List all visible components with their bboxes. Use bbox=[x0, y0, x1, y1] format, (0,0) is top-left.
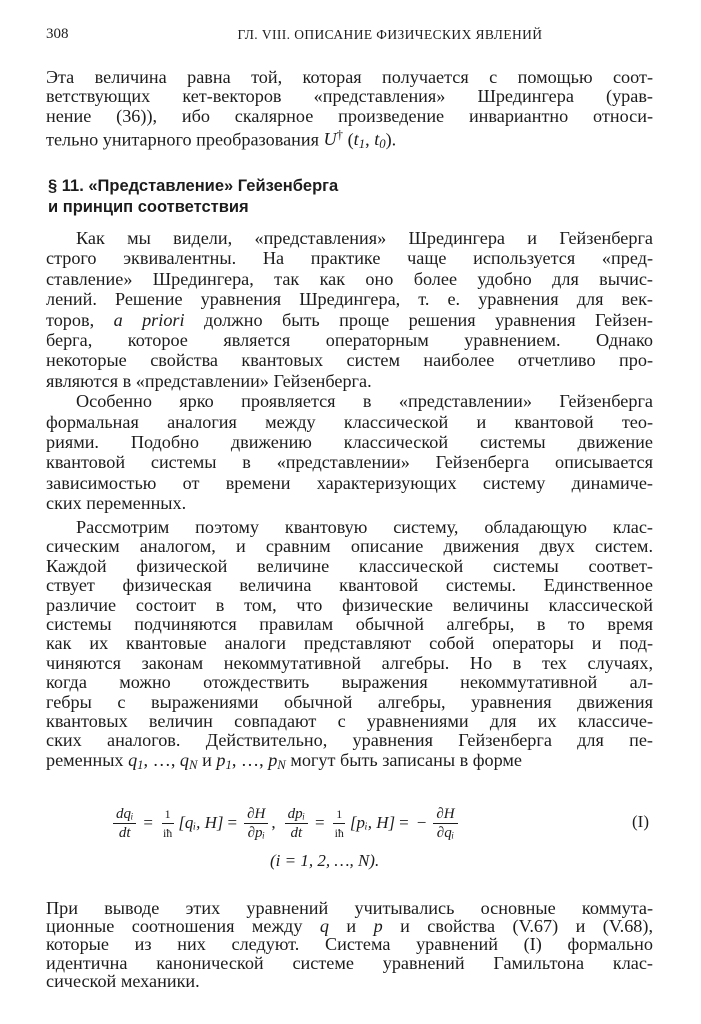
text-run: тельно унитарного преобразования bbox=[46, 129, 324, 150]
text-line bbox=[46, 248, 653, 268]
text-line bbox=[46, 330, 653, 350]
text-line bbox=[46, 432, 653, 452]
math-symbol bbox=[374, 129, 386, 152]
subscript: 0 bbox=[379, 137, 386, 152]
text-line bbox=[46, 673, 653, 692]
italic-text: U bbox=[323, 129, 337, 150]
text-line bbox=[46, 391, 653, 411]
italic-text: t bbox=[353, 129, 359, 150]
heisenberg-equations bbox=[110, 800, 670, 846]
numerator: 1 bbox=[162, 805, 174, 824]
italic-text: p bbox=[268, 749, 278, 770]
text-run: строго эквивалентны. На практике чаще используется «пред- bbox=[46, 248, 653, 269]
denominator: ∂pᵢ bbox=[247, 824, 265, 841]
text-run: когда можно отождествить выражения некоммутативной ал- bbox=[46, 672, 653, 693]
text-line bbox=[46, 87, 653, 106]
text-line bbox=[46, 412, 653, 432]
italic-text: p bbox=[216, 749, 226, 770]
text-run: чиняются законам некоммутативной алгебры. Но в тех случаях, bbox=[46, 652, 653, 673]
math-symbol bbox=[179, 749, 198, 773]
text-run: формальная аналогия между классической и квантовой тео- bbox=[46, 411, 653, 432]
text-run: риями. Подобно движению классической системы движение bbox=[46, 432, 653, 453]
section-heading-line1: § 11. «Представление» Гейзенберга bbox=[48, 177, 339, 195]
text-run: , bbox=[365, 129, 375, 150]
subscript: N bbox=[277, 758, 286, 773]
fraction-1-ihbar bbox=[332, 805, 347, 842]
text-run: сической механики. bbox=[46, 970, 200, 991]
subscript: N bbox=[189, 758, 198, 773]
text-run: берга, которое является операторным уравнением. Однако bbox=[46, 330, 653, 351]
denominator: iħ bbox=[334, 825, 344, 840]
text-run: Особенно ярко проявляется в «представлении» Гейзенберга bbox=[76, 391, 653, 412]
text-run: идентична канонической системе уравнений Гамильтона клас- bbox=[46, 952, 653, 973]
page-number: 308 bbox=[46, 26, 69, 42]
text-run: зависимостью от времени характеризующих систему динамиче- bbox=[46, 472, 653, 493]
text-line bbox=[46, 371, 653, 391]
text-line bbox=[46, 473, 653, 493]
text-run: ставление» Шредингера, так как оно более удобно для вычис- bbox=[46, 268, 653, 289]
math-symbol bbox=[353, 129, 366, 152]
commutator-q-h: [qᵢ, H] bbox=[178, 813, 224, 832]
italic-text: q bbox=[319, 916, 329, 937]
equals-sign: = bbox=[314, 813, 325, 832]
denominator: ∂qᵢ bbox=[436, 824, 455, 841]
text-run: ременных bbox=[46, 749, 129, 770]
text-run: нение (36)), ибо скалярное произведение инвариантно относи- bbox=[46, 105, 653, 126]
text-line bbox=[46, 731, 653, 750]
paragraph-analogy bbox=[46, 391, 653, 513]
text-run: и bbox=[197, 749, 217, 770]
text-line bbox=[46, 518, 653, 537]
text-run: ( bbox=[343, 129, 354, 150]
text-line bbox=[46, 751, 653, 776]
text-line bbox=[46, 289, 653, 309]
text-line bbox=[46, 557, 653, 576]
section-heading bbox=[48, 176, 338, 218]
comma: , bbox=[271, 813, 276, 832]
text-line bbox=[46, 654, 653, 673]
commutator-p-h: [pᵢ, H] bbox=[349, 813, 396, 832]
text-run: некоторые свойства квантовых систем наиболее отчетливо про- bbox=[46, 350, 653, 371]
math-symbol bbox=[374, 916, 383, 936]
text-line bbox=[46, 899, 653, 917]
text-run: ). bbox=[385, 129, 397, 150]
text-line bbox=[46, 935, 653, 953]
italic-text: q bbox=[128, 749, 138, 770]
text-run: различие состоит в том, что физические величины классической bbox=[46, 594, 653, 615]
text-run: ционные соотношения между bbox=[46, 916, 320, 937]
equals-sign: = bbox=[143, 813, 153, 832]
text-run: которые из них следуют. Система уравнений (I) формально bbox=[46, 934, 653, 955]
text-line bbox=[46, 228, 653, 248]
denominator: dt bbox=[118, 824, 131, 841]
text-line bbox=[46, 269, 653, 289]
text-run: ских переменных. bbox=[46, 493, 187, 514]
text-line bbox=[46, 693, 653, 712]
subscript: 1 bbox=[225, 758, 232, 773]
math-symbol bbox=[320, 916, 329, 936]
paragraph-equivalence bbox=[46, 228, 653, 391]
text-run: Как мы видели, «представления» Шредингера и Гейзенберга bbox=[76, 228, 653, 248]
text-line bbox=[46, 107, 653, 126]
fraction-dp-dt bbox=[285, 805, 308, 842]
text-run: Эта величина равна той, которая получается с помощью соот- bbox=[46, 67, 653, 87]
text-run: При выводе этих уравнений учитывались основные коммута- bbox=[46, 898, 653, 918]
italic-text: p bbox=[373, 916, 383, 937]
numerator: dqᵢ bbox=[113, 805, 136, 824]
text-line bbox=[46, 68, 653, 87]
text-run: Каждой физической величине классической системы соответ- bbox=[46, 555, 653, 576]
text-run: лений. Решение уравнения Шредингера, т. е. уравнения для век- bbox=[46, 289, 653, 310]
math-symbol bbox=[324, 129, 344, 149]
math-symbol bbox=[268, 749, 286, 773]
fraction-dh-dp bbox=[244, 805, 268, 842]
text-run: ских аналогов. Действительно, уравнения Гейзенберга для пе- bbox=[46, 730, 653, 751]
numerator: 1 bbox=[333, 805, 345, 824]
text-line bbox=[46, 576, 653, 595]
paragraph-intro bbox=[46, 68, 653, 155]
text-run: гебры с выражениями обычной алгебры, уравнения движения bbox=[46, 691, 653, 712]
numerator: ∂H bbox=[433, 805, 457, 824]
text-run: сическим аналогом, и сравним описание движения двух систем. bbox=[46, 536, 653, 557]
fraction-dh-dq bbox=[433, 805, 457, 842]
section-heading-line2: и принцип соответствия bbox=[48, 198, 249, 216]
text-run: квантовых величин совпадают с уравнениями для их классиче- bbox=[46, 711, 653, 732]
text-run: должно быть проще решения уравнения Гейзен- bbox=[184, 309, 653, 330]
text-line bbox=[46, 596, 653, 615]
math-symbol bbox=[216, 749, 232, 773]
equation-index-range: (i = 1, 2, …, N). bbox=[270, 851, 380, 870]
text-run: и bbox=[328, 916, 374, 937]
text-run: Рассмотрим поэтому квантовую систему, обладающую клас- bbox=[76, 517, 653, 537]
equals-sign: = bbox=[399, 813, 409, 832]
text-line bbox=[46, 634, 653, 653]
text-run: ветствующих кет-векторов «представления» Шредингера (урав- bbox=[46, 86, 653, 107]
text-line bbox=[46, 493, 653, 513]
math-symbol bbox=[114, 310, 185, 330]
denominator: iħ bbox=[162, 825, 173, 840]
subscript: 1 bbox=[137, 758, 144, 773]
numerator: ∂H bbox=[244, 805, 268, 824]
text-run: , …, bbox=[231, 749, 269, 770]
text-run: торов, bbox=[46, 309, 114, 330]
paragraph-quantum-system bbox=[46, 518, 653, 775]
minus-sign: − bbox=[416, 813, 427, 832]
text-line bbox=[46, 615, 653, 634]
text-run: квантовой системы в «представлении» Гейзенберга описывается bbox=[46, 452, 653, 473]
running-header: ГЛ. VIII. ОПИСАНИЕ ФИЗИЧЕСКИХ ЯВЛЕНИЙ bbox=[237, 27, 543, 42]
numerator: dpᵢ bbox=[285, 805, 308, 824]
italic-text: t bbox=[374, 129, 380, 150]
body-text-a bbox=[46, 228, 653, 514]
paragraph-conclusion bbox=[46, 899, 653, 990]
text-run: могут быть записаны в форме bbox=[285, 749, 523, 770]
text-line bbox=[46, 452, 653, 472]
text-line bbox=[46, 972, 653, 990]
superscript: † bbox=[336, 127, 344, 142]
equals-sign: = bbox=[227, 813, 238, 832]
text-line bbox=[46, 310, 653, 330]
text-line bbox=[46, 712, 653, 731]
text-run: и свойства (V.67) и (V.68), bbox=[382, 916, 653, 937]
fraction-1-ihbar bbox=[160, 805, 175, 842]
math-symbol bbox=[128, 749, 144, 773]
text-line bbox=[46, 954, 653, 972]
text-run: системы подчиняются правилам обычной алгебры, в то время bbox=[46, 614, 653, 635]
italic-text: q bbox=[179, 749, 190, 770]
text-run: являются в «представлении» Гейзенберга. bbox=[46, 370, 372, 391]
text-run: , …, bbox=[143, 749, 180, 770]
text-line bbox=[46, 537, 653, 556]
text-line bbox=[46, 350, 653, 370]
fraction-dq-dt bbox=[113, 805, 136, 842]
subscript: 1 bbox=[358, 137, 366, 152]
text-line bbox=[46, 126, 653, 155]
denominator: dt bbox=[290, 824, 303, 841]
text-run: ствует физическая величина квантовой системы. Единственное bbox=[46, 575, 653, 596]
equation-number: (I) bbox=[632, 812, 649, 831]
text-run: как их квантовые аналоги представляют собой операторы и под- bbox=[46, 633, 653, 654]
italic-text: a priori bbox=[113, 309, 185, 330]
text-line bbox=[46, 917, 653, 935]
